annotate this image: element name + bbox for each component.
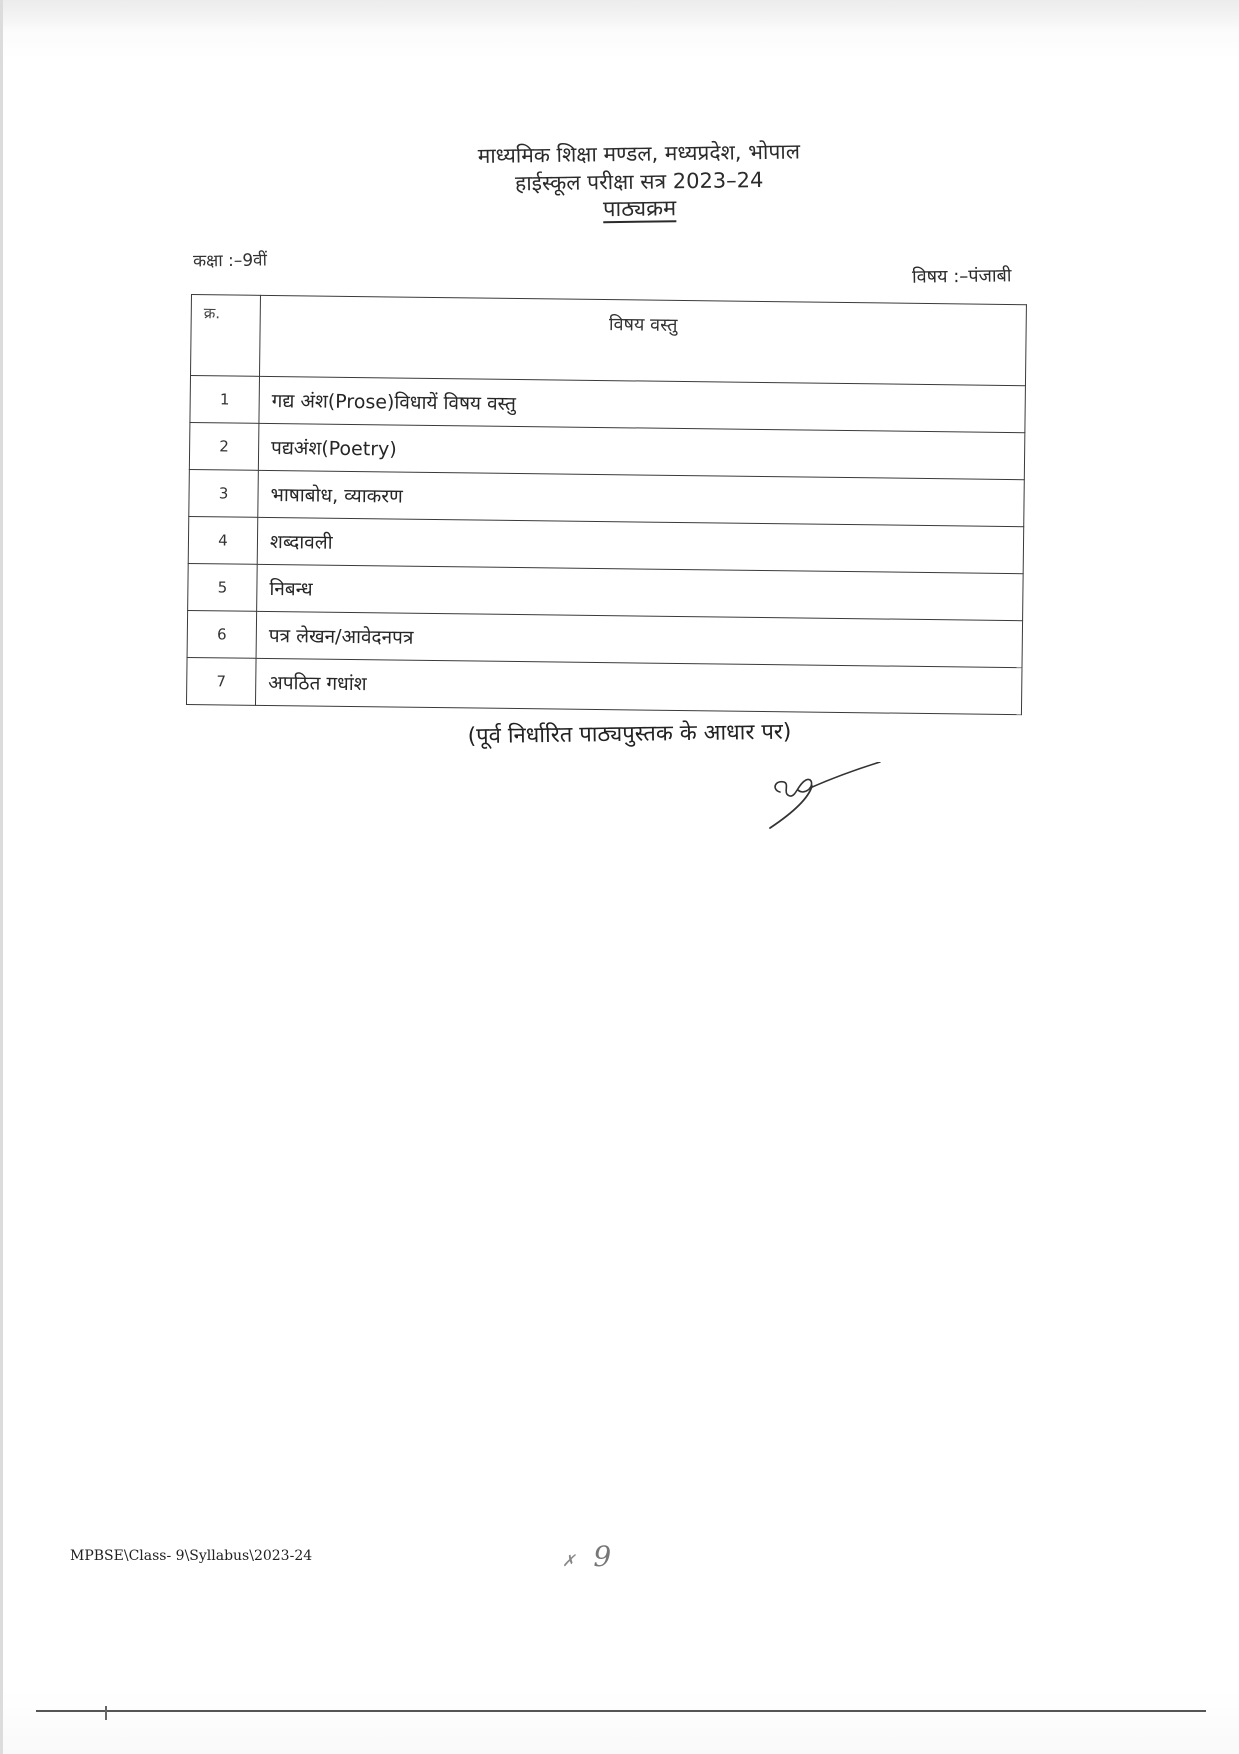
page-number-value: 9 — [593, 1540, 612, 1573]
scan-shadow — [0, 0, 1239, 30]
row-sno: 2 — [189, 422, 259, 470]
syllabus-table-wrapper — [186, 294, 1027, 715]
row-content: शब्दावली — [257, 517, 1024, 573]
exam-session: हाईस्कूल परीक्षा सत्र 2023–24 — [514, 167, 764, 196]
row-sno: 7 — [186, 657, 256, 705]
scan-edge — [0, 0, 3, 1754]
row-content: अपठित गधांश — [255, 658, 1022, 714]
row-sno: 5 — [188, 563, 258, 611]
row-sno: 3 — [189, 469, 259, 517]
syllabus-heading-text: पाठ्यक्रम — [602, 196, 677, 223]
pen-mark-icon: ✗ — [562, 1551, 576, 1570]
row-content: पद्यअंश(Poetry) — [258, 423, 1025, 479]
syllabus-table — [186, 294, 1027, 715]
header-sno: क्र. — [191, 295, 261, 377]
board-name: माध्यमिक शिक्षा मण्डल, मध्यप्रदेश, भोपाल — [477, 139, 801, 168]
bottom-divider — [36, 1710, 1206, 1712]
row-content: गद्य अंश(Prose)विधायें विषय वस्तु — [259, 376, 1026, 432]
table-header-row — [191, 295, 1027, 386]
textbook-note: (पूर्व निर्धारित पाठ्यपुस्तक के आधार पर) — [467, 719, 792, 750]
row-content: भाषाबोध, व्याकरण — [258, 470, 1025, 526]
document-header — [0, 131, 1239, 232]
row-content: निबन्ध — [257, 564, 1024, 620]
header-content: विषय वस्तु — [259, 295, 1026, 385]
row-sno: 6 — [187, 610, 257, 658]
row-sno: 4 — [188, 516, 258, 564]
table-row — [186, 657, 1022, 714]
bottom-divider-tick — [105, 1706, 107, 1720]
subject-label: विषय :–पंजाबी — [911, 265, 1012, 288]
page-number — [562, 1540, 611, 1573]
row-sno: 1 — [190, 376, 260, 424]
signature-icon — [768, 762, 888, 832]
document-path: MPBSE\Class- 9\Syllabus\2023-24 — [70, 1548, 313, 1564]
row-content: पत्र लेखन/आवेदनपत्र — [256, 611, 1023, 667]
class-label: कक्षा :–9वीं — [192, 250, 268, 272]
